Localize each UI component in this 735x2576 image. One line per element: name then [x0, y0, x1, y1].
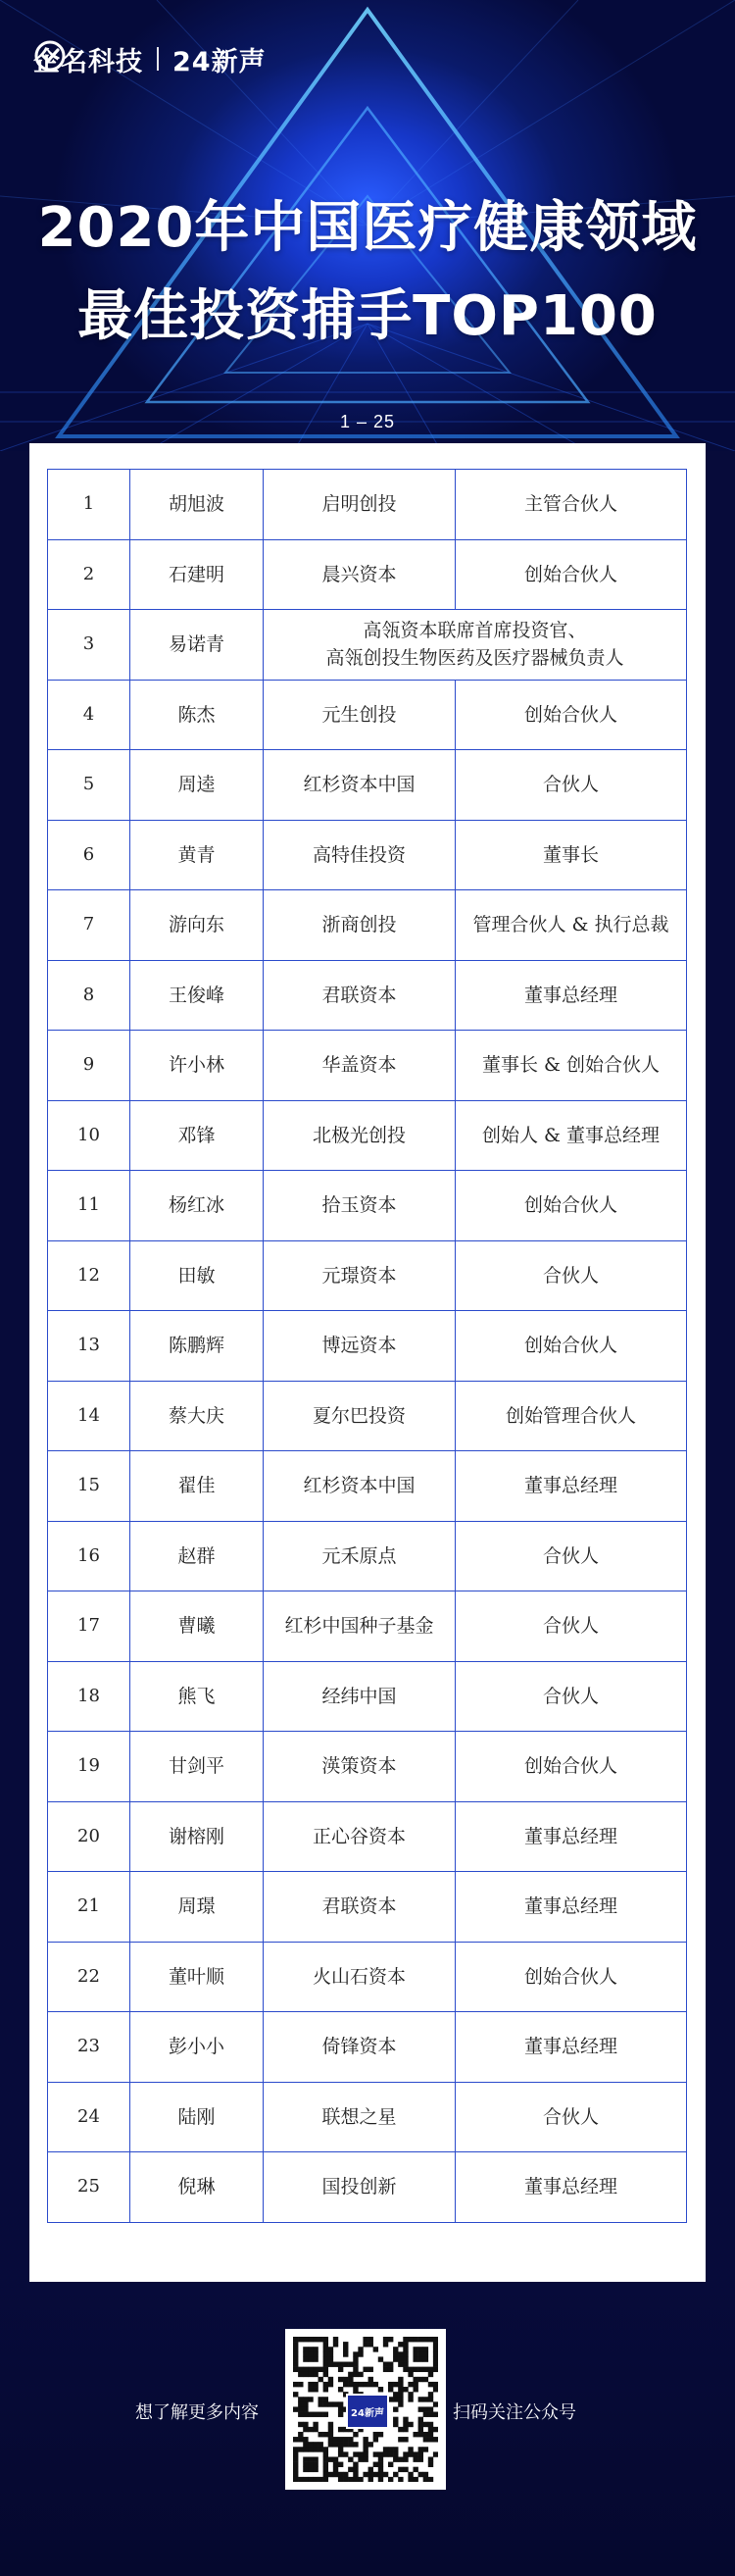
- table-row: [48, 1311, 687, 1382]
- org-cell: 倚锋资本: [264, 2012, 456, 2083]
- rank-cell: 5: [48, 750, 130, 821]
- org-cell: 浙商创投: [264, 890, 456, 961]
- name-cell: 邓锋: [130, 1100, 264, 1171]
- footer-more-text: 想了解更多内容: [135, 2402, 259, 2423]
- footer: [0, 2282, 735, 2576]
- page-title-line2: 最佳投资捕手TOP100: [77, 284, 658, 348]
- title-cell: 创始管理合伙人: [456, 1381, 687, 1451]
- org-cell: 渶策资本: [264, 1732, 456, 1802]
- name-cell: 周璟: [130, 1872, 264, 1943]
- check-circle-icon: [33, 39, 67, 73]
- name-cell: 谢榕刚: [130, 1801, 264, 1872]
- org-cell: 火山石资本: [264, 1942, 456, 2012]
- name-cell: 董叶顺: [130, 1942, 264, 2012]
- table-row: [48, 1942, 687, 2012]
- rank-cell: 1: [48, 470, 130, 540]
- title-cell: 主管合伙人: [456, 470, 687, 540]
- table-row: [48, 2082, 687, 2152]
- title-cell: 董事总经理: [456, 1801, 687, 1872]
- brand-name-left: 企名科技: [33, 46, 143, 77]
- rank-cell: 16: [48, 1521, 130, 1591]
- table-row: [48, 820, 687, 890]
- name-cell: 王俊峰: [130, 960, 264, 1031]
- page-title-line1: 2020年中国医疗健康领域: [37, 196, 698, 260]
- title-cell: 创始合伙人: [456, 1732, 687, 1802]
- org-cell: 国投创新: [264, 2152, 456, 2223]
- name-cell: 胡旭波: [130, 470, 264, 540]
- name-cell: 周逵: [130, 750, 264, 821]
- footer-scan-text: 扫码关注公众号: [453, 2402, 576, 2423]
- hero-banner: [0, 0, 735, 451]
- title-cell: 创始合伙人: [456, 1942, 687, 2012]
- name-cell: 翟佳: [130, 1451, 264, 1522]
- rank-cell: 10: [48, 1100, 130, 1171]
- table-row: [48, 2152, 687, 2223]
- rank-cell: 9: [48, 1031, 130, 1101]
- org-cell: 元生创投: [264, 680, 456, 750]
- org-title-line: 高瓴创投生物医药及医疗器械负责人: [325, 647, 624, 670]
- name-cell: 倪琳: [130, 2152, 264, 2223]
- org-cell: 经纬中国: [264, 1661, 456, 1732]
- org-cell: 元璟资本: [264, 1240, 456, 1311]
- table-row: [48, 470, 687, 540]
- name-cell: 赵群: [130, 1521, 264, 1591]
- title-cell: 创始合伙人: [456, 680, 687, 750]
- rank-cell: 6: [48, 820, 130, 890]
- rank-range-label: 1 – 25: [339, 412, 396, 431]
- ranking-card: [29, 443, 706, 2282]
- rank-cell: 24: [48, 2082, 130, 2152]
- name-cell: 曹曦: [130, 1591, 264, 1662]
- rank-cell: 17: [48, 1591, 130, 1662]
- rank-cell: 25: [48, 2152, 130, 2223]
- title-cell: 合伙人: [456, 2082, 687, 2152]
- rank-cell: 4: [48, 680, 130, 750]
- title-cell: 董事总经理: [456, 960, 687, 1031]
- title-cell: 创始人 & 董事总经理: [456, 1100, 687, 1171]
- table-row: [48, 1661, 687, 1732]
- org-cell: 晨兴资本: [264, 539, 456, 610]
- title-cell: 合伙人: [456, 750, 687, 821]
- title-cell: 合伙人: [456, 1591, 687, 1662]
- table-row: [48, 1521, 687, 1591]
- table-row: [48, 960, 687, 1031]
- table-row: [48, 1732, 687, 1802]
- org-title-line: 高瓴资本联席首席投资官、: [363, 620, 587, 642]
- org-cell: 正心谷资本: [264, 1801, 456, 1872]
- title-cell: 董事总经理: [456, 2012, 687, 2083]
- name-cell: 陈杰: [130, 680, 264, 750]
- title-cell: 合伙人: [456, 1240, 687, 1311]
- name-cell: 石建明: [130, 539, 264, 610]
- rank-cell: 15: [48, 1451, 130, 1522]
- org-cell: 华盖资本: [264, 1031, 456, 1101]
- title-cell: 董事总经理: [456, 1451, 687, 1522]
- rank-cell: 13: [48, 1311, 130, 1382]
- table-row: [48, 680, 687, 750]
- name-cell: 游向东: [130, 890, 264, 961]
- rank-cell: 3: [48, 610, 130, 681]
- brand-bar: [33, 39, 267, 78]
- org-cell: 红杉资本中国: [264, 750, 456, 821]
- title-cell: 董事长: [456, 820, 687, 890]
- org-cell: 红杉资本中国: [264, 1451, 456, 1522]
- name-cell: 蔡大庆: [130, 1381, 264, 1451]
- org-cell: 博远资本: [264, 1311, 456, 1382]
- rank-cell: 2: [48, 539, 130, 610]
- org-cell: 拾玉资本: [264, 1171, 456, 1241]
- org-cell: 元禾原点: [264, 1521, 456, 1591]
- rank-cell: 12: [48, 1240, 130, 1311]
- name-cell: 田敏: [130, 1240, 264, 1311]
- name-cell: 甘剑平: [130, 1732, 264, 1802]
- rank-cell: 18: [48, 1661, 130, 1732]
- brand-name-right: 24新声: [172, 46, 267, 77]
- table-row: [48, 1240, 687, 1311]
- table-row: [48, 1031, 687, 1101]
- org-cell: 红杉中国种子基金: [264, 1591, 456, 1662]
- table-row: [48, 1100, 687, 1171]
- table-row: [48, 1591, 687, 1662]
- title-cell: 董事长 & 创始合伙人: [456, 1031, 687, 1101]
- brand-separator: [157, 47, 159, 71]
- table-row: [48, 1451, 687, 1522]
- org-cell: 高特佳投资: [264, 820, 456, 890]
- rank-cell: 22: [48, 1942, 130, 2012]
- name-cell: 许小林: [130, 1031, 264, 1101]
- org-cell: 夏尔巴投资: [264, 1381, 456, 1451]
- table-row: [48, 539, 687, 610]
- table-row: [48, 1381, 687, 1451]
- qr-code[interactable]: [285, 2329, 446, 2490]
- rank-cell: 21: [48, 1872, 130, 1943]
- name-cell: 易诺青: [130, 610, 264, 681]
- rank-cell: 20: [48, 1801, 130, 1872]
- name-cell: 彭小小: [130, 2012, 264, 2083]
- org-cell: 北极光创投: [264, 1100, 456, 1171]
- org-title-cell: [264, 610, 687, 681]
- org-cell: 君联资本: [264, 1872, 456, 1943]
- name-cell: 杨红冰: [130, 1171, 264, 1241]
- rank-cell: 23: [48, 2012, 130, 2083]
- table-row: [48, 890, 687, 961]
- org-cell: 启明创投: [264, 470, 456, 540]
- title-cell: 创始合伙人: [456, 539, 687, 610]
- table-row: [48, 1801, 687, 1872]
- title-cell: 创始合伙人: [456, 1171, 687, 1241]
- title-cell: 合伙人: [456, 1521, 687, 1591]
- table-row: [48, 2012, 687, 2083]
- table-row: [48, 610, 687, 681]
- table-row: [48, 750, 687, 821]
- rank-cell: 19: [48, 1732, 130, 1802]
- rank-cell: 11: [48, 1171, 130, 1241]
- name-cell: 熊飞: [130, 1661, 264, 1732]
- name-cell: 陈鹏辉: [130, 1311, 264, 1382]
- rank-cell: 14: [48, 1381, 130, 1451]
- title-cell: 管理合伙人 & 执行总裁: [456, 890, 687, 961]
- title-cell: 董事总经理: [456, 1872, 687, 1943]
- title-cell: 董事总经理: [456, 2152, 687, 2223]
- ranking-table: [47, 469, 687, 2223]
- table-row: [48, 1171, 687, 1241]
- rank-cell: 7: [48, 890, 130, 961]
- org-cell: 君联资本: [264, 960, 456, 1031]
- rank-cell: 8: [48, 960, 130, 1031]
- title-cell: 合伙人: [456, 1661, 687, 1732]
- table-row: [48, 1872, 687, 1943]
- name-cell: 陆刚: [130, 2082, 264, 2152]
- qr-logo: 24新声: [346, 2394, 389, 2429]
- name-cell: 黄青: [130, 820, 264, 890]
- org-cell: 联想之星: [264, 2082, 456, 2152]
- title-cell: 创始合伙人: [456, 1311, 687, 1382]
